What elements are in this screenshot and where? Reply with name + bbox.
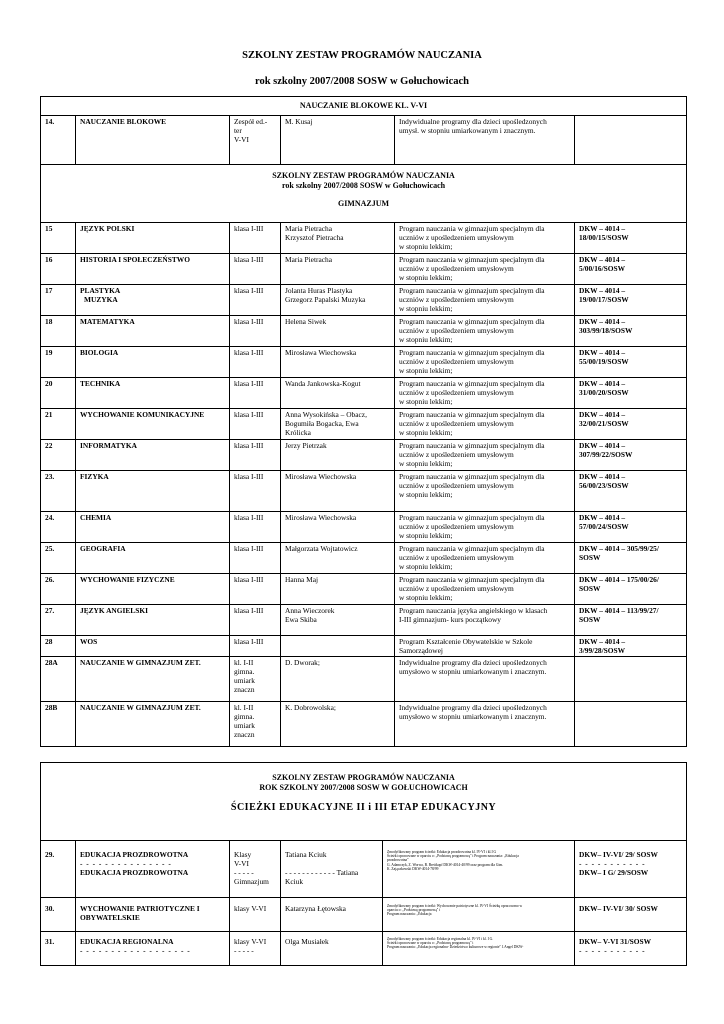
author: D. Dworak; <box>281 657 395 702</box>
author: Anna Wysokińska – Obacz, Bogumiła Bogacka, Ewa Królicka <box>281 409 395 440</box>
author: Katarzyna Łętowska <box>281 898 383 932</box>
section3-heading2: ROK SZKOLNY 2007/2008 SOSW W GOŁUCHOWICACH <box>259 783 468 792</box>
author: Maria Pietracha Krzysztof Pietracha <box>281 223 395 254</box>
row-number: 20 <box>41 378 76 409</box>
code: DKW – 4014 – 5/00/16/SOSW <box>575 254 687 285</box>
program: Program nauczania w gimnazjum specjalnym dla uczniów z upośledzeniem umysłowym w stopniu lekkim; <box>395 471 575 512</box>
class-cell: klasa I-III <box>230 347 281 378</box>
code: DKW– V-VI 31/SOSW - - - - - - - - - - - <box>575 932 687 966</box>
program: Indywidualne programy dla dzieci upośledzonych umysł. w stopniu umiarkowanym i znacznym. <box>395 116 575 165</box>
code: DKW – 4014 – 18/00/15/SOSW <box>575 223 687 254</box>
subject: GEOGRAFIA <box>76 543 230 574</box>
row-number: 23. <box>41 471 76 512</box>
program: Program nauczania w gimnazjum specjalnym dla uczniów z upośledzeniem umysłowym w stopniu lekkim; <box>395 512 575 543</box>
subject: PLASTYKA MUZYKA <box>76 285 230 316</box>
author: Wanda Jankowska-Kogut <box>281 378 395 409</box>
subject: WOS <box>76 636 230 657</box>
table-row <box>41 841 687 898</box>
page-title: SZKOLNY ZESTAW PROGRAMÓW NAUCZANIA <box>242 50 482 61</box>
row-number: 28 <box>41 636 76 657</box>
section2-header <box>41 165 687 223</box>
code: DKW – 4014 – 56/00/23/SOSW <box>575 471 687 512</box>
code: DKW – 4014 – 19/00/17/SOSW <box>575 285 687 316</box>
program: Indywidualne programy dla dzieci upośledzonych umysłowo w stopniu umiarkowanym i znacznym. <box>395 657 575 702</box>
section3-heading3: ŚCIEŻKI EDUKACYJNE II i III ETAP EDUKACYJNY <box>230 802 497 813</box>
code: DKW – 4014 – 303/99/18/SOSW <box>575 316 687 347</box>
author: Mirosława Wiechowska <box>281 471 395 512</box>
row-number: 28A <box>41 657 76 702</box>
row-number: 27. <box>41 605 76 636</box>
table-row <box>41 657 687 702</box>
gymnasium-table <box>40 96 687 747</box>
table-row <box>41 378 687 409</box>
subject: MATEMATYKA <box>76 316 230 347</box>
table-row <box>41 636 687 657</box>
author: Jerzy Pietrzak <box>281 440 395 471</box>
class-cell: klasa I-III <box>230 471 281 512</box>
program: Program nauczania języka angielskiego w klasach I-III gimnazjum- kurs początkowy <box>395 605 575 636</box>
table-row <box>41 116 687 165</box>
code <box>575 116 687 165</box>
class-cell: klasa I-III <box>230 605 281 636</box>
subject: WYCHOWANIE KOMUNIKACYJNE <box>76 409 230 440</box>
code: DKW – 4014 – 305/99/25/ SOSW <box>575 543 687 574</box>
subject: WYCHOWANIE FIZYCZNE <box>76 574 230 605</box>
code: DKW – 4014 – 31/00/20/SOSW <box>575 378 687 409</box>
subject: NAUCZANIE BLOKOWE <box>76 116 230 165</box>
row-number: 25. <box>41 543 76 574</box>
class-cell: klasa I-III <box>230 636 281 657</box>
author: Helena Siwek <box>281 316 395 347</box>
section2-heading2: rok szkolny 2007/2008 SOSW w Gołuchowicach <box>282 181 446 190</box>
program: Zmodyfikowany program ścieżki: Wychowanie patriotyczne kl. IV-VI Ścieżkę opracowano w oparciu o: „Podstawę programową" i Program nauczania: „Edukacja <box>383 898 575 932</box>
subject: JĘZYK ANGIELSKI <box>76 605 230 636</box>
table-row <box>41 512 687 543</box>
program: Zmodyfikowany program ścieżki: Edukacja regionalna kl. IV-VI i kl. I G. Ścieżki opracowane w oparciu o: „Podstawę programową" i Program nauczania: „Edukacja regionalna- Dziedzictwo kulturowe w regionie" J.Angel DKW- <box>383 932 575 966</box>
row-number: 15 <box>41 223 76 254</box>
row-number: 31. <box>41 932 76 966</box>
code: DKW– IV-VI/ 30/ SOSW <box>575 898 687 932</box>
author: Hanna Maj <box>281 574 395 605</box>
subject: NAUCZANIE W GIMNAZJUM ZET. <box>76 657 230 702</box>
table-row <box>41 285 687 316</box>
code: DKW – 4014 – 32/00/21/SOSW <box>575 409 687 440</box>
class-cell: klasa I-III <box>230 409 281 440</box>
program: Program Kształcenie Obywatelskie w Szkole Samorządowej <box>395 636 575 657</box>
row-number: 22 <box>41 440 76 471</box>
row-number: 26. <box>41 574 76 605</box>
class-cell: klasa I-III <box>230 223 281 254</box>
row-number: 28B <box>41 702 76 747</box>
subject: INFORMATYKA <box>76 440 230 471</box>
row-number: 17 <box>41 285 76 316</box>
table-row <box>41 440 687 471</box>
author: Małgorzata Wojtatowicz <box>281 543 395 574</box>
class-cell: kl. I-II gimna. umiark znaczn <box>230 657 281 702</box>
class-cell: klasa I-III <box>230 254 281 285</box>
code: DKW – 4014 – 113/99/27/ SOSW <box>575 605 687 636</box>
code <box>575 657 687 702</box>
class-cell: klasa I-III <box>230 316 281 347</box>
row-number: 18 <box>41 316 76 347</box>
section2-heading1: SZKOLNY ZESTAW PROGRAMÓW NAUCZANIA <box>272 171 455 180</box>
author: Tatiana Kciuk - - - - - - - - - - - - Tatiana Kciuk <box>281 841 383 898</box>
subject: HISTORIA I SPOŁECZEŃSTWO <box>76 254 230 285</box>
section2-heading3: GIMNAZJUM <box>337 199 390 208</box>
program: Program nauczania w gimnazjum specjalnym dla uczniów z upośledzeniem umysłowym w stopniu lekkim; <box>395 378 575 409</box>
row-number: 24. <box>41 512 76 543</box>
row-number: 19 <box>41 347 76 378</box>
table-row <box>41 702 687 747</box>
author: Maria Pietracha <box>281 254 395 285</box>
row-number: 30. <box>41 898 76 932</box>
code: DKW– IV-VI/ 29/ SOSW - - - - - - - - - - - DKW– I G/ 29/SOSW <box>575 841 687 898</box>
subject: EDUKACJA PROZDROWOTNA - - - - - - - - - - - - - - - EDUKACJA PROZDROWOTNA <box>76 841 230 898</box>
row-number: 21 <box>41 409 76 440</box>
class-cell: klasy V-VI <box>230 898 281 932</box>
program: Program nauczania w gimnazjum specjalnym dla uczniów z upośledzeniem umysłowym w stopniu lekkim; <box>395 574 575 605</box>
table-row <box>41 223 687 254</box>
program: Program nauczania w gimnazjum specjalnym dla uczniów z upośledzeniem umysłowym w stopniu lekkim; <box>395 440 575 471</box>
table-row <box>41 471 687 512</box>
section1-heading: NAUCZANIE BLOKOWE KL. V-VI <box>41 97 687 116</box>
program: Program nauczania w gimnazjum specjalnym dla uczniów z upośledzeniem umysłowym w stopniu lekkim; <box>395 223 575 254</box>
code: DKW – 4014 – 175/00/26/ SOSW <box>575 574 687 605</box>
program: Program nauczania w gimnazjum specjalnym dla uczniów z upośledzeniem umysłowym w stopniu lekkim; <box>395 285 575 316</box>
class-cell: klasa I-III <box>230 574 281 605</box>
class-cell: klasa I-III <box>230 543 281 574</box>
class-cell: klasa I-III <box>230 440 281 471</box>
table-row <box>41 254 687 285</box>
table-row <box>41 316 687 347</box>
author: Anna Wieczorek Ewa Skiba <box>281 605 395 636</box>
code <box>575 702 687 747</box>
subject: WYCHOWANIE PATRIOTYCZNE I OBYWATELSKIE <box>76 898 230 932</box>
subject: EDUKACJA REGIONALNA - - - - - - - - - - - - - - - - - - <box>76 932 230 966</box>
author: Mirosława Wiechowska <box>281 512 395 543</box>
table-row <box>41 409 687 440</box>
program: Zmodyfikowany program ścieżki: Edukacja prozdrowotna kl. IV-VI i kl.I G Ścieżki opracowane w oparciu o: „Podstawę programową" i Program nauczania: „Edukacja prozdrowotna" G. Adamczyk, Z. Worwa, B. Breitkopf DKW-4014-40/99 oraz program dla Gim. K. Zającakowski DKW-4014-78/99 <box>383 841 575 898</box>
class-cell: Klasy V-VI - - - - - Gimnazjum <box>230 841 281 898</box>
program: Program nauczania w gimnazjum specjalnym dla uczniów z upośledzeniem umysłowym w stopniu lekkim; <box>395 316 575 347</box>
code: DKW – 4014 – 57/00/24/SOSW <box>575 512 687 543</box>
table-row <box>41 543 687 574</box>
class-cell: klasa I-III <box>230 378 281 409</box>
class-cell: klasy V-VI - - - - - <box>230 932 281 966</box>
program: Program nauczania w gimnazjum specjalnym dla uczniów z upośledzeniem umysłowym w stopniu lekkim; <box>395 543 575 574</box>
class-cell: kl. I-II gimna. umiark znaczn <box>230 702 281 747</box>
subject: TECHNIKA <box>76 378 230 409</box>
program: Program nauczania w gimnazjum specjalnym dla uczniów z upośledzeniem umysłowym w stopniu lekkim; <box>395 347 575 378</box>
author: M. Kusaj <box>281 116 395 165</box>
subject: NAUCZANIE W GIMNAZJUM ZET. <box>76 702 230 747</box>
author: Mirosława Wiechowska <box>281 347 395 378</box>
section3-heading1: SZKOLNY ZESTAW PROGRAMÓW NAUCZANIA <box>272 773 455 782</box>
author: Jolanta Huras Plastyka Grzegorz Papalski Muzyka <box>281 285 395 316</box>
table-row <box>41 574 687 605</box>
page-subtitle: rok szkolny 2007/2008 SOSW w Gołuchowicach <box>254 76 470 87</box>
row-number: 16 <box>41 254 76 285</box>
code: DKW – 4014 – 55/00/19/SOSW <box>575 347 687 378</box>
class-cell: klasa I-III <box>230 512 281 543</box>
program: Indywidualne programy dla dzieci upośledzonych umysłowo w stopniu umiarkowanym i znacznym. <box>395 702 575 747</box>
subject: CHEMIA <box>76 512 230 543</box>
row-number: 14. <box>41 116 76 165</box>
subject: FIZYKA <box>76 471 230 512</box>
class-cell: klasa I-III <box>230 285 281 316</box>
section3-header <box>41 763 687 841</box>
row-number: 29. <box>41 841 76 898</box>
author <box>281 636 395 657</box>
class-cell: Zespół ed.- ter V-VI <box>230 116 281 165</box>
table-row <box>41 605 687 636</box>
table-row <box>41 898 687 932</box>
program: Program nauczania w gimnazjum specjalnym dla uczniów z upośledzeniem umysłowym w stopniu lekkim; <box>395 254 575 285</box>
subject: BIOLOGIA <box>76 347 230 378</box>
code: DKW – 4014 – 307/99/22/SOSW <box>575 440 687 471</box>
table-row <box>41 347 687 378</box>
code: DKW – 4014 – 3/99/28/SOSW <box>575 636 687 657</box>
paths-table <box>40 762 687 966</box>
author: Olga Musiałek <box>281 932 383 966</box>
author: K. Dobrowolska; <box>281 702 395 747</box>
program: Program nauczania w gimnazjum specjalnym dla uczniów z upośledzeniem umysłowym w stopniu lekkim; <box>395 409 575 440</box>
table-row <box>41 932 687 966</box>
subject: JĘZYK POLSKI <box>76 223 230 254</box>
